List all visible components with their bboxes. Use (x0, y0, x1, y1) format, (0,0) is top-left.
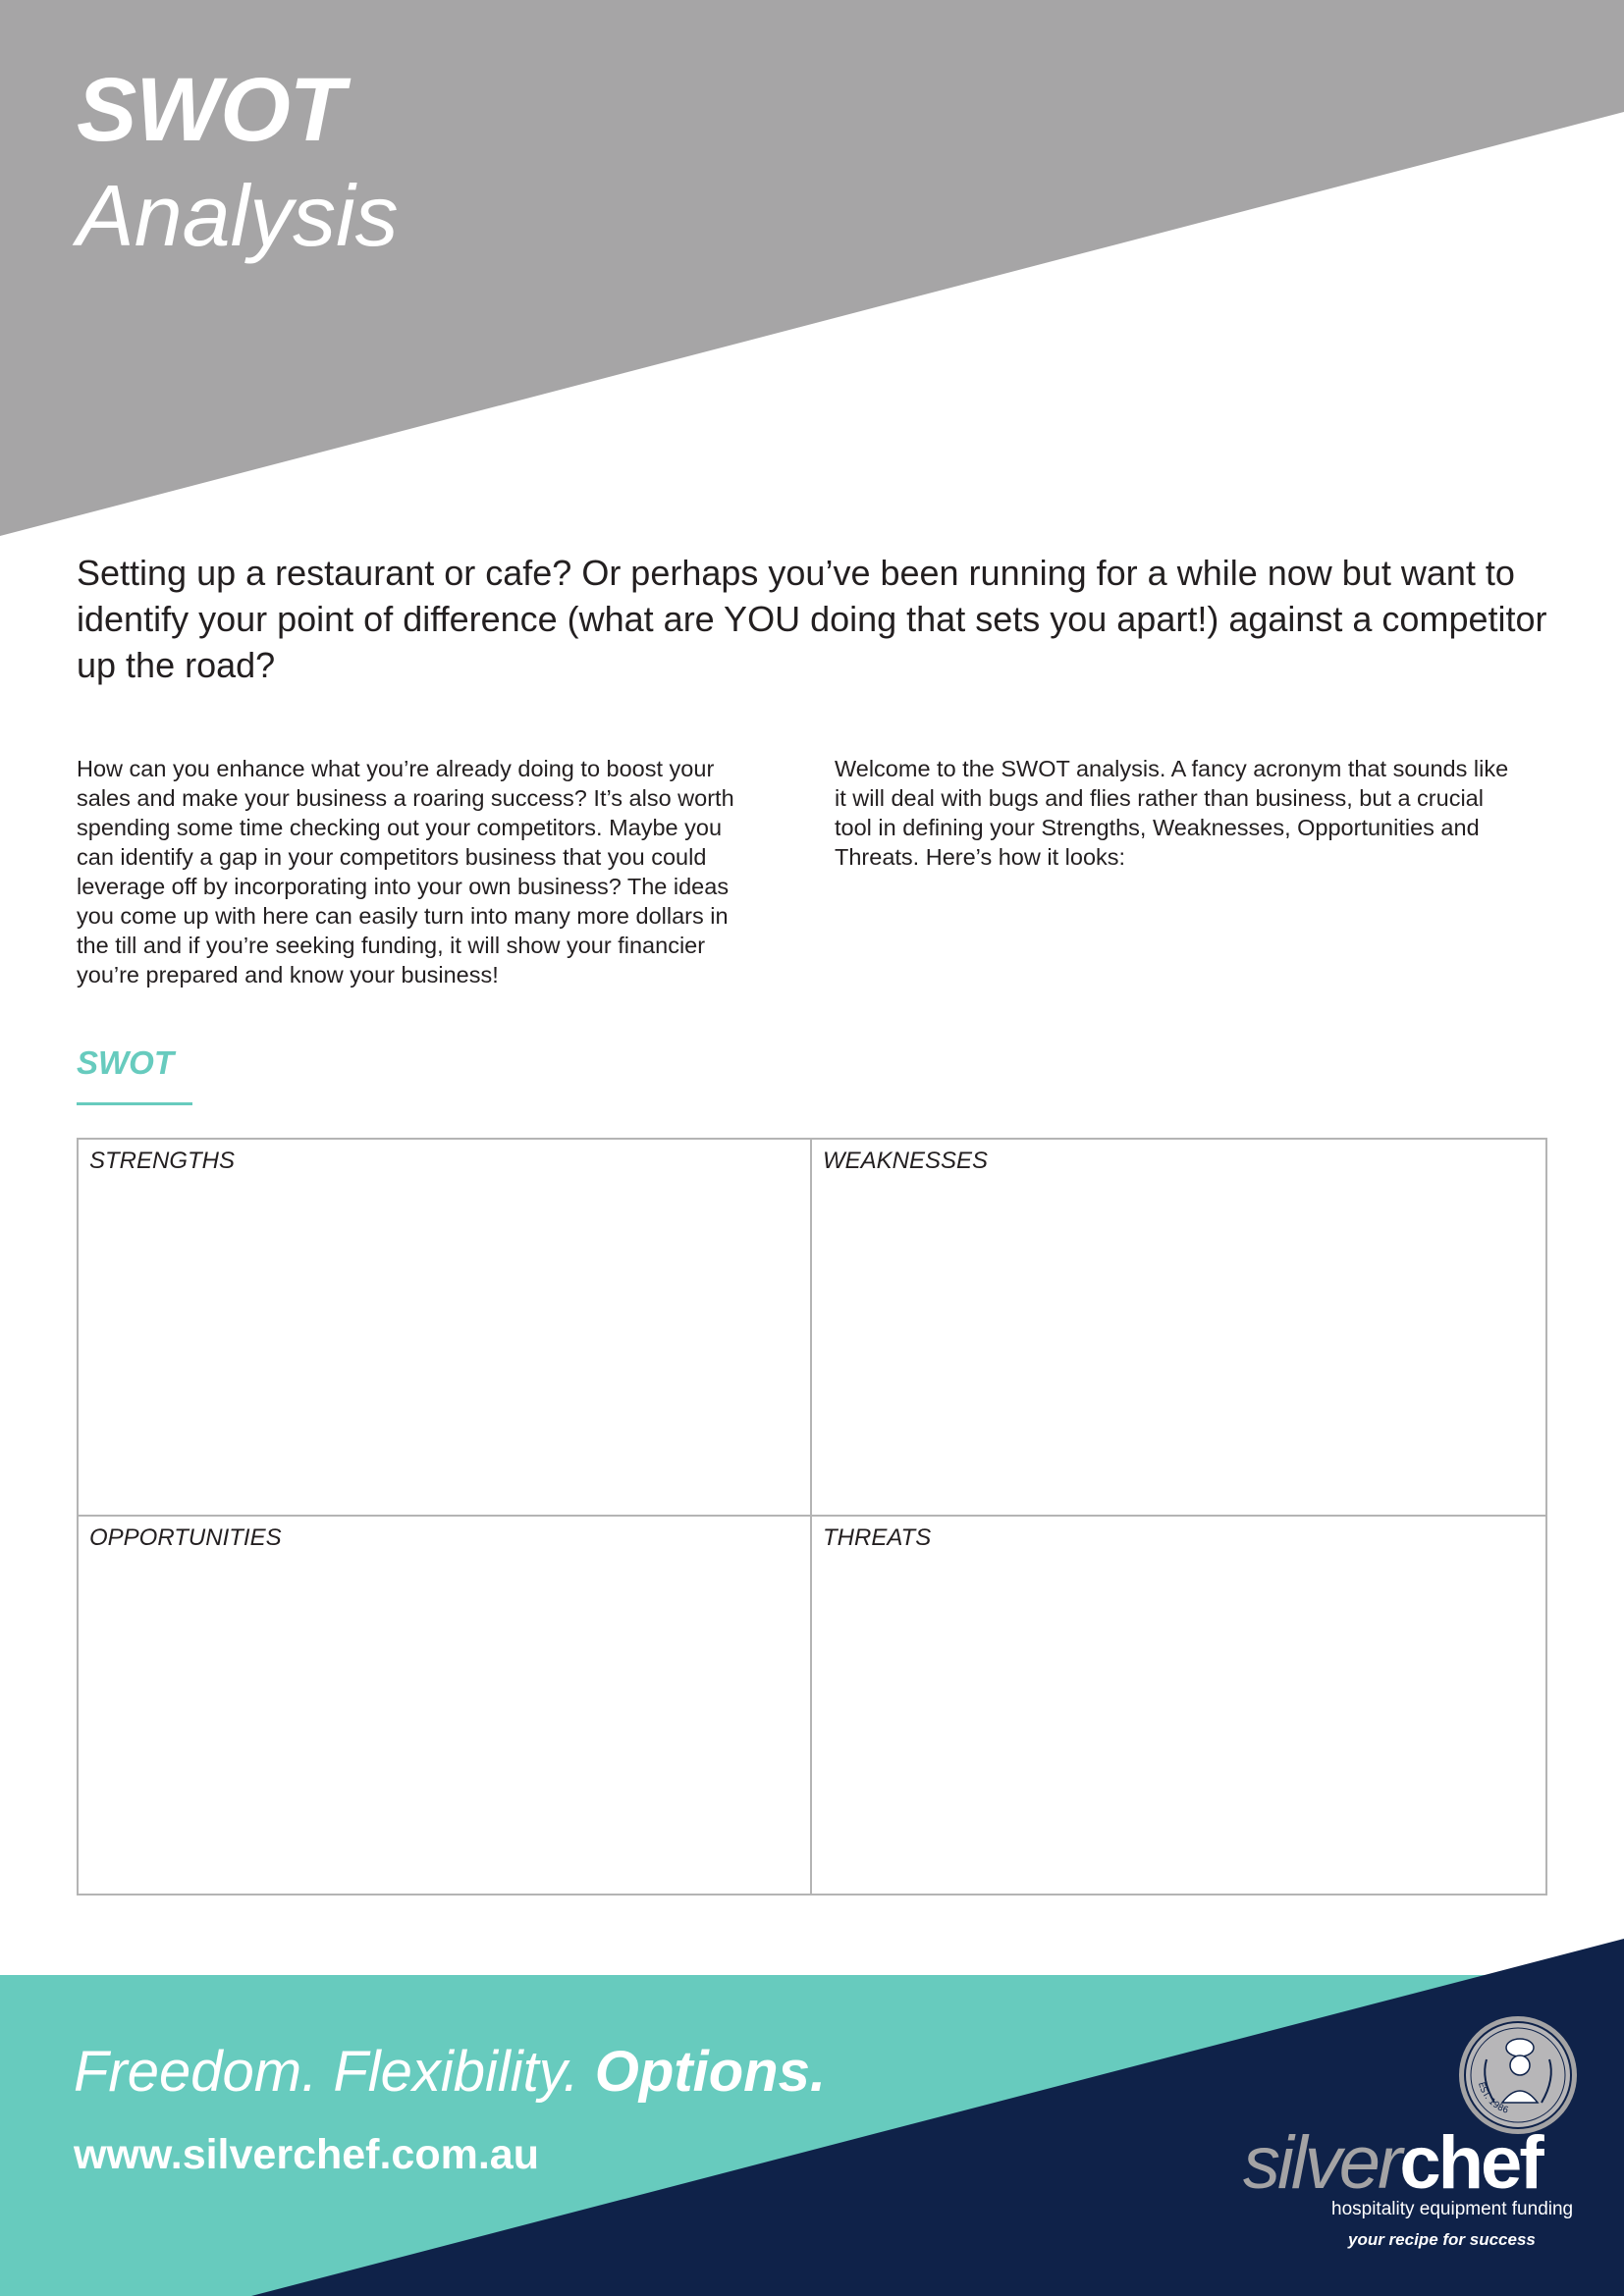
page-title: SWOT (77, 60, 344, 160)
logo-subtitle: hospitality equipment funding (1331, 2199, 1574, 2219)
threats-cell[interactable] (812, 1517, 1545, 1894)
opportunities-cell[interactable] (79, 1517, 812, 1894)
footer-tagline (74, 2040, 826, 2104)
tagline-bold: Options. (594, 2040, 826, 2104)
strengths-cell[interactable] (79, 1140, 812, 1517)
opportunities-label: OPPORTUNITIES (89, 1524, 282, 1551)
logo-motto: your recipe for success (1348, 2230, 1536, 2249)
svg-text:EST. 1986: EST. 1986 (1476, 2081, 1510, 2116)
body-right-paragraph: Welcome to the SWOT analysis. A fancy acronym that sounds like it will deal with bugs and flies rather than business, but a crucial tool in defining your Strengths, Weaknesses, Opportunities and Threats. Here’s how it looks: (835, 756, 1509, 870)
swot-heading: SWOT (77, 1044, 174, 1081)
strengths-label: STRENGTHS (89, 1148, 236, 1174)
logo-silver-text: silver (1243, 2121, 1400, 2205)
tagline-regular: Freedom. Flexibility. (74, 2040, 579, 2104)
threats-label: THREATS (823, 1524, 932, 1551)
chef-seal-icon (1457, 2014, 1579, 2136)
weaknesses-label: WEAKNESSES (823, 1148, 989, 1174)
swot-grid (77, 1138, 1547, 1896)
silverchef-logo (1243, 2121, 1542, 2205)
body-left-paragraph: How can you enhance what you’re already doing to boost your sales and make your business a roaring success? It’s also worth spending some time checking out your competitors. Maybe you can identify a gap in your competitors business that you could leverage off by incorporating into your own business? The ideas you come up with here can easily turn into many more dollars in the till and if you’re seeking funding, it will show your financier you’re prepared and know your business! (77, 756, 734, 988)
logo-chef-text: chef (1399, 2121, 1542, 2205)
website-link[interactable]: www.silverchef.com.au (74, 2131, 539, 2178)
weaknesses-cell[interactable] (812, 1140, 1545, 1517)
page-subtitle: Analysis (77, 167, 399, 264)
intro-paragraph: Setting up a restaurant or cafe? Or perhaps you’ve been running for a while now but want to identify your point of difference (what are YOU doing that sets you apart!) against a competitor up the road? (77, 553, 1547, 685)
swot-heading-underline (77, 1102, 192, 1105)
